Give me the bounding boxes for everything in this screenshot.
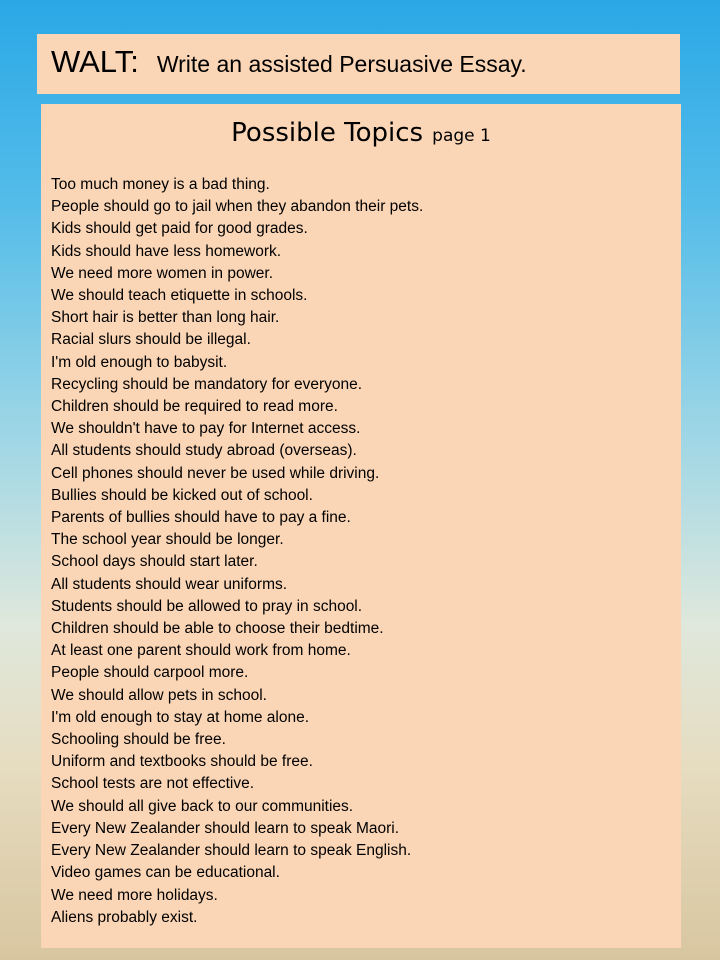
topic-item: People should go to jail when they abandon their pets. [51, 198, 424, 216]
topic-item: I'm old enough to babysit. [51, 353, 228, 371]
topics-heading [41, 118, 681, 158]
topic-item: Aliens probably exist. [51, 908, 198, 926]
topic-item: Bullies should be kicked out of school. [51, 486, 313, 504]
topic-item: At least one parent should work from home. [51, 642, 351, 660]
topics-page-label: page 1 [432, 126, 491, 146]
topic-item: Racial slurs should be illegal. [51, 331, 251, 349]
topic-item: School tests are not effective. [51, 775, 255, 793]
topic-item: People should carpool more. [51, 664, 249, 682]
topic-item: We should allow pets in school. [51, 686, 267, 704]
topics-heading-title: Possible Topics [231, 118, 424, 148]
topic-item: Students should be allowed to pray in school. [51, 597, 363, 615]
topic-item: We should all give back to our communities. [51, 797, 354, 815]
topic-item: I'm old enough to stay at home alone. [51, 708, 310, 726]
topic-item: Kids should get paid for good grades. [51, 220, 308, 238]
topic-item: Cell phones should never be used while driving. [51, 464, 380, 482]
topic-item: All students should wear uniforms. [51, 575, 288, 593]
topic-item: Every New Zealander should learn to speak English. [51, 842, 412, 860]
topic-item: Children should be required to read more. [51, 398, 338, 416]
topic-item: Parents of bullies should have to pay a fine. [51, 509, 351, 527]
topics-panel [41, 104, 681, 948]
walt-label: WALT: [51, 44, 139, 79]
topic-item: Children should be able to choose their bedtime. [51, 620, 384, 638]
topic-item: Recycling should be mandatory for everyone. [51, 375, 363, 393]
topic-item: Kids should have less homework. [51, 242, 282, 260]
topic-item: We need more women in power. [51, 264, 273, 282]
topic-item: School days should start later. [51, 553, 258, 571]
topic-item: Schooling should be free. [51, 731, 226, 749]
walt-objective: Write an assisted Persuasive Essay. [156, 51, 527, 77]
topic-item: Short hair is better than long hair. [51, 309, 280, 327]
topic-item: The school year should be longer. [51, 531, 284, 549]
topic-item: We need more holidays. [51, 886, 218, 904]
topic-item: Uniform and textbooks should be free. [51, 753, 313, 771]
topic-item: We shouldn't have to pay for Internet access. [51, 420, 361, 438]
topic-item: Every New Zealander should learn to speak Maori. [51, 819, 400, 837]
topic-item: All students should study abroad (overseas). [51, 442, 357, 460]
topic-item: Video games can be educational. [51, 864, 280, 882]
topic-item: We should teach etiquette in schools. [51, 287, 308, 305]
topic-item: Too much money is a bad thing. [51, 176, 270, 193]
topic-list [51, 174, 681, 929]
title-banner [37, 34, 680, 94]
